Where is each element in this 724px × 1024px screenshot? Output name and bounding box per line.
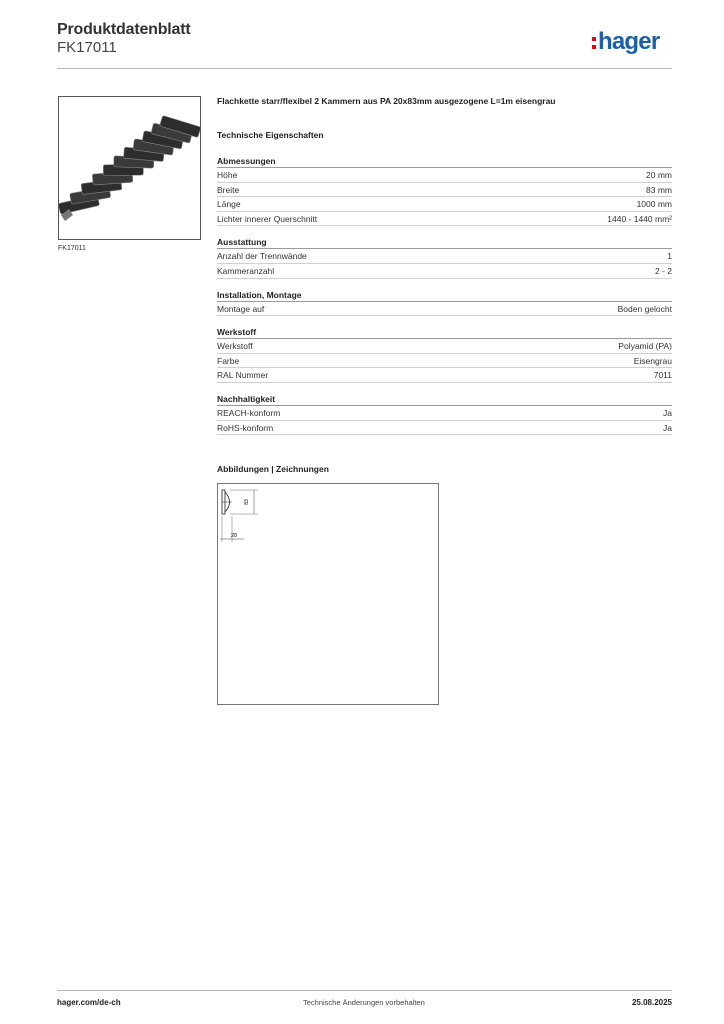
property-value: 83 mm: [646, 184, 672, 195]
dim-width-label: 20: [231, 533, 238, 539]
group-title: Abmessungen: [217, 155, 672, 168]
tech-properties-heading: Technische Eigenschaften: [217, 130, 324, 140]
logo-colon-icon: [592, 33, 596, 51]
property-value: 2 - 2: [654, 265, 672, 276]
property-label: Anzahl der Trennwände: [217, 251, 307, 262]
property-label: RoHS-konform: [217, 422, 274, 433]
property-value: Ja: [663, 407, 672, 418]
property-row: [217, 249, 672, 264]
property-value: 1: [667, 251, 672, 262]
page-title: Produktdatenblatt: [57, 21, 191, 38]
property-label: Länge: [217, 199, 241, 210]
properties-table: [217, 155, 672, 435]
property-value: 1000 mm: [636, 199, 672, 210]
group-spacer: [217, 383, 672, 393]
property-value: 1440 - 1440 mm²: [607, 213, 672, 224]
property-label: Breite: [217, 184, 240, 195]
property-row: [217, 212, 672, 227]
property-label: Kammeranzahl: [217, 265, 275, 276]
footer-divider: [57, 990, 672, 991]
property-value: Boden gelocht: [617, 303, 672, 314]
hager-logo: [592, 28, 659, 56]
footer-date: 25.08.2025: [631, 998, 672, 1007]
property-label: REACH-konform: [217, 407, 281, 418]
footer-disclaimer: Technische Änderungen vorbehalten: [303, 998, 425, 1007]
property-row: [217, 302, 672, 317]
product-description: Flachkette starr/flexibel 2 Kammern aus PA 20x83mm ausgezogene L=1m eisengrau: [217, 96, 556, 106]
group-title: Installation, Montage: [217, 289, 672, 302]
property-row: [217, 197, 672, 212]
image-caption: FK17011: [58, 245, 86, 252]
profile-dimension-drawing: [218, 484, 440, 706]
technical-drawing: [217, 483, 439, 705]
property-row: [217, 339, 672, 354]
property-value: Ja: [663, 422, 672, 433]
group-title: Werkstoff: [217, 326, 672, 339]
drawings-heading: Abbildungen | Zeichnungen: [217, 464, 329, 474]
property-row: [217, 183, 672, 198]
property-label: Werkstoff: [217, 341, 253, 352]
group-spacer: [217, 316, 672, 326]
property-value: Eisengrau: [633, 355, 672, 366]
property-row: [217, 168, 672, 183]
property-label: RAL Nummer: [217, 370, 269, 381]
property-value: 20 mm: [646, 170, 672, 180]
property-row: [217, 264, 672, 279]
logo-text: hager: [598, 28, 660, 55]
property-row: [217, 354, 672, 369]
property-label: Farbe: [217, 355, 240, 366]
property-label: Lichter innerer Querschnitt: [217, 213, 318, 224]
group-spacer: [217, 226, 672, 236]
property-value: 7011: [653, 370, 672, 381]
cable-chain-illustration: [59, 97, 201, 240]
property-row: [217, 421, 672, 436]
property-label: Höhe: [217, 170, 238, 180]
group-title: Ausstattung: [217, 236, 672, 249]
property-value: Polyamid (PA): [618, 341, 672, 352]
product-image: [58, 96, 201, 240]
property-row: [217, 406, 672, 421]
group-spacer: [217, 279, 672, 289]
header-divider: [57, 68, 672, 69]
product-code: FK17011: [57, 39, 117, 56]
property-row: [217, 368, 672, 383]
dim-height-label: 83: [244, 499, 250, 505]
group-title: Nachhaltigkeit: [217, 393, 672, 406]
footer-website[interactable]: hager.com/de-ch: [57, 998, 121, 1007]
property-label: Montage auf: [217, 303, 265, 314]
